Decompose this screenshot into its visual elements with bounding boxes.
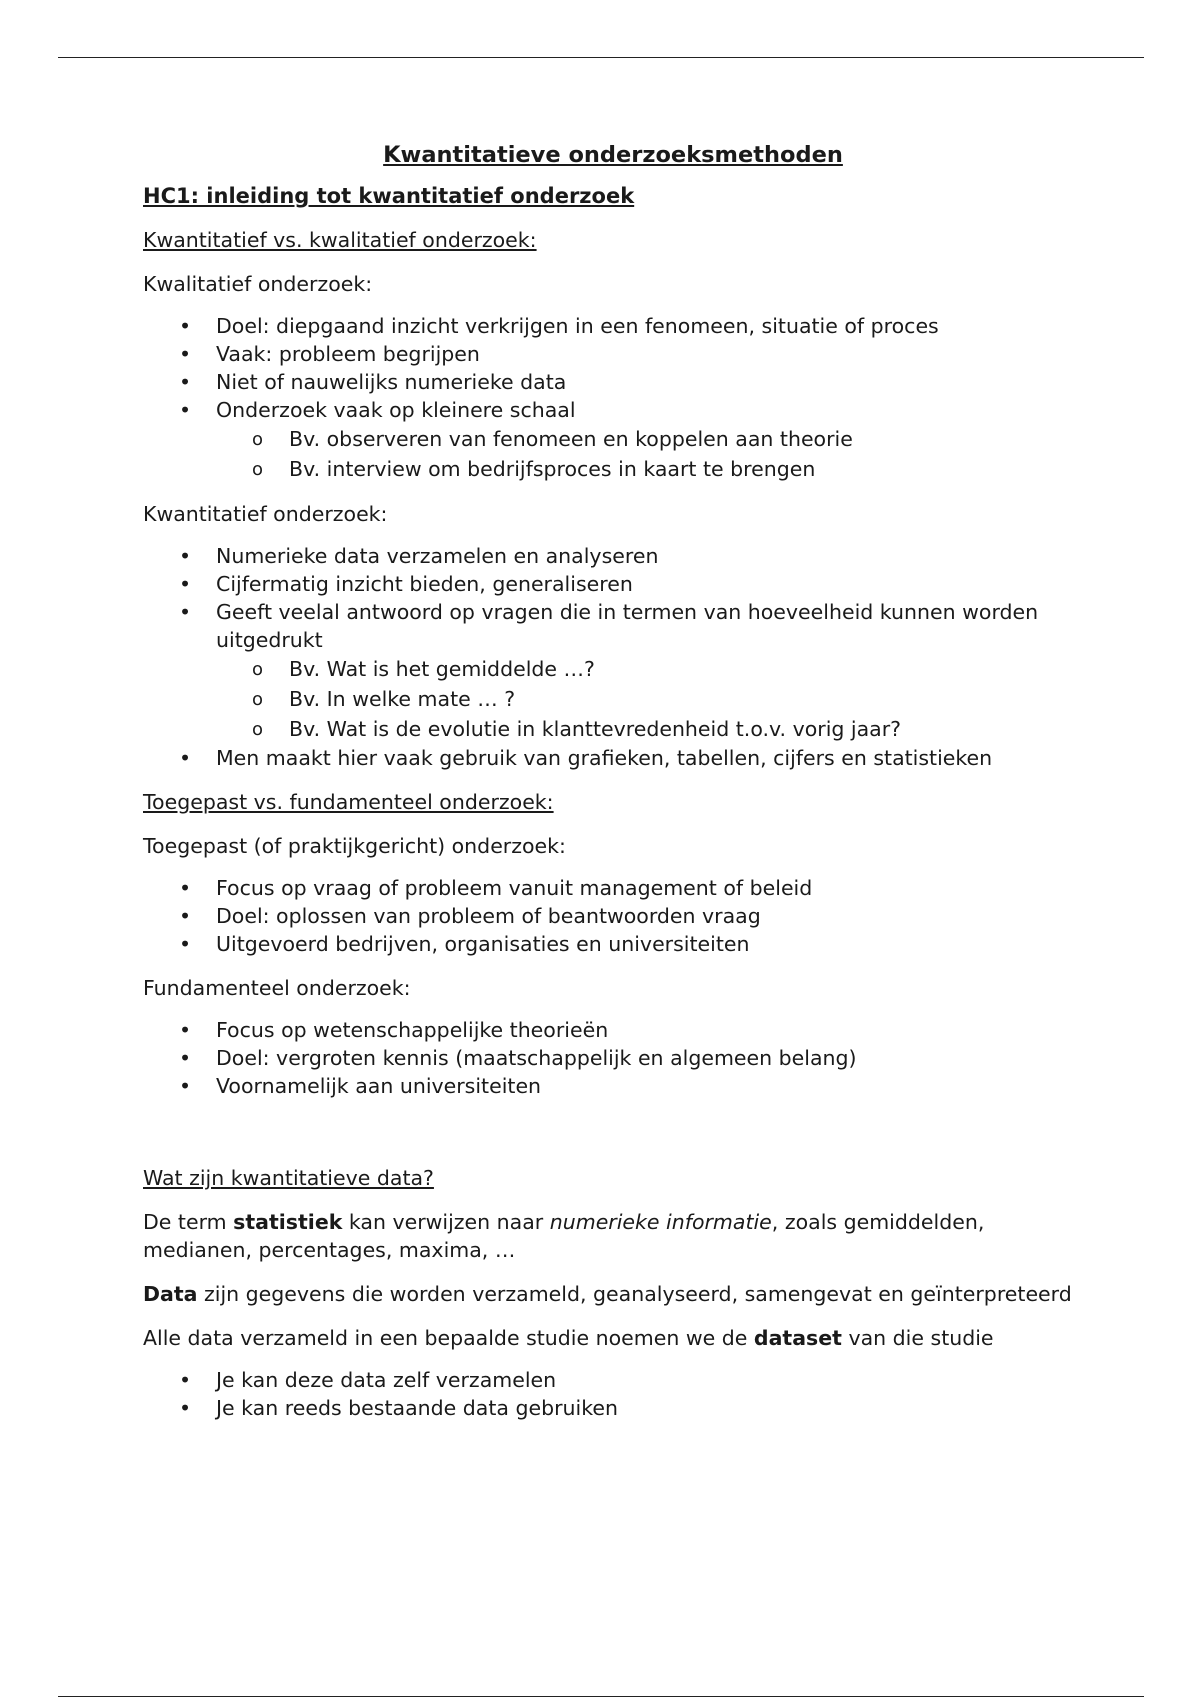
section-heading-kwantitatief-vs-kwalitatief: Kwantitatief vs. kwalitatief onderzoek: xyxy=(143,228,537,252)
list-item: • Je kan deze data zelf verzamelen xyxy=(143,1366,1083,1394)
section-heading-kwantitatieve-data: Wat zijn kwantitatieve data? xyxy=(143,1166,434,1190)
paragraph-data: Data zijn gegevens die worden verzameld, geanalyseerd, samengevat en geïnterpreteerd xyxy=(143,1282,1072,1306)
list-item: • Cijfermatig inzicht bieden, generaliseren xyxy=(143,570,1083,598)
spacer xyxy=(143,1116,1083,1164)
list-item: • Numerieke data verzamelen en analyseren xyxy=(143,542,1083,570)
header-rule xyxy=(58,57,1144,58)
fundamenteel-label: Fundamenteel onderzoek: xyxy=(143,976,411,1000)
list-item: • Doel: oplossen van probleem of beantwoorden vraag xyxy=(143,902,1083,930)
footer-rule xyxy=(58,1696,1144,1697)
kwalitatief-label: Kwalitatief onderzoek: xyxy=(143,272,373,296)
term-statistiek: statistiek xyxy=(233,1210,343,1234)
kwantitatief-sublist xyxy=(216,654,1083,744)
list-item: • Focus op vraag of probleem vanuit management of beleid xyxy=(143,874,1083,902)
list-item: • Voornamelijk aan universiteiten xyxy=(143,1072,1083,1100)
paragraph-statistiek: De term statistiek kan verwijzen naar numerieke informatie, zoals gemiddelden, medianen, percentages, maxima, … xyxy=(143,1210,985,1262)
paragraph-dataset: Alle data verzameld in een bepaalde studie noemen we de dataset van die studie xyxy=(143,1326,994,1350)
chapter-heading: HC1: inleiding tot kwantitatief onderzoek xyxy=(143,184,635,208)
section-heading-toegepast-vs-fundamenteel: Toegepast vs. fundamenteel onderzoek: xyxy=(143,790,554,814)
sublist-item: o Bv. observeren van fenomeen en koppelen aan theorie xyxy=(216,424,1083,454)
list-item: • Focus op wetenschappelijke theorieën xyxy=(143,1016,1083,1044)
document-title: Kwantitatieve onderzoeksmethoden xyxy=(383,142,843,168)
fundamenteel-list xyxy=(143,1016,1083,1100)
list-item: • Men maakt hier vaak gebruik van grafieken, tabellen, cijfers en statistieken xyxy=(143,744,1083,772)
kwantitatief-label: Kwantitatief onderzoek: xyxy=(143,502,388,526)
list-item: • Niet of nauwelijks numerieke data xyxy=(143,368,1083,396)
list-item: • Vaak: probleem begrijpen xyxy=(143,340,1083,368)
list-item: • Onderzoek vaak op kleinere schaal o Bv. observeren van fenomeen en koppelen aan theorie o Bv. interview om bedrijfsproces in kaart te brengen xyxy=(143,396,1083,484)
kwalitatief-list xyxy=(143,312,1083,484)
toegepast-list xyxy=(143,874,1083,958)
sublist-item: o Bv. interview om bedrijfsproces in kaart te brengen xyxy=(216,454,1083,484)
sublist-item: o Bv. In welke mate … ? xyxy=(216,684,1083,714)
term-dataset: dataset xyxy=(753,1326,842,1350)
list-item: • Doel: vergroten kennis (maatschappelijk en algemeen belang) xyxy=(143,1044,1083,1072)
toegepast-label: Toegepast (of praktijkgericht) onderzoek: xyxy=(143,834,566,858)
list-item: • Doel: diepgaand inzicht verkrijgen in een fenomeen, situatie of proces xyxy=(143,312,1083,340)
term-numerieke-informatie: numerieke informatie xyxy=(549,1210,772,1234)
term-data: Data xyxy=(143,1282,198,1306)
sublist-item: o Bv. Wat is het gemiddelde …? xyxy=(216,654,1083,684)
document-page xyxy=(143,140,1083,1438)
kwantitatief-list xyxy=(143,542,1083,772)
list-item: • Geeft veelal antwoord op vragen die in termen van hoeveelheid kunnen worden uitgedrukt o Bv. Wat is het gemiddelde …? o Bv. In welke mate … ? o Bv. Wat is de evolutie in klanttevredenheid t.o.v. vorig jaar? xyxy=(143,598,1083,744)
list-item: • Uitgevoerd bedrijven, organisaties en universiteiten xyxy=(143,930,1083,958)
kwalitatief-sublist xyxy=(216,424,1083,484)
list-item: • Je kan reeds bestaande data gebruiken xyxy=(143,1394,1083,1422)
dataset-list xyxy=(143,1366,1083,1422)
sublist-item: o Bv. Wat is de evolutie in klanttevredenheid t.o.v. vorig jaar? xyxy=(216,714,1083,744)
